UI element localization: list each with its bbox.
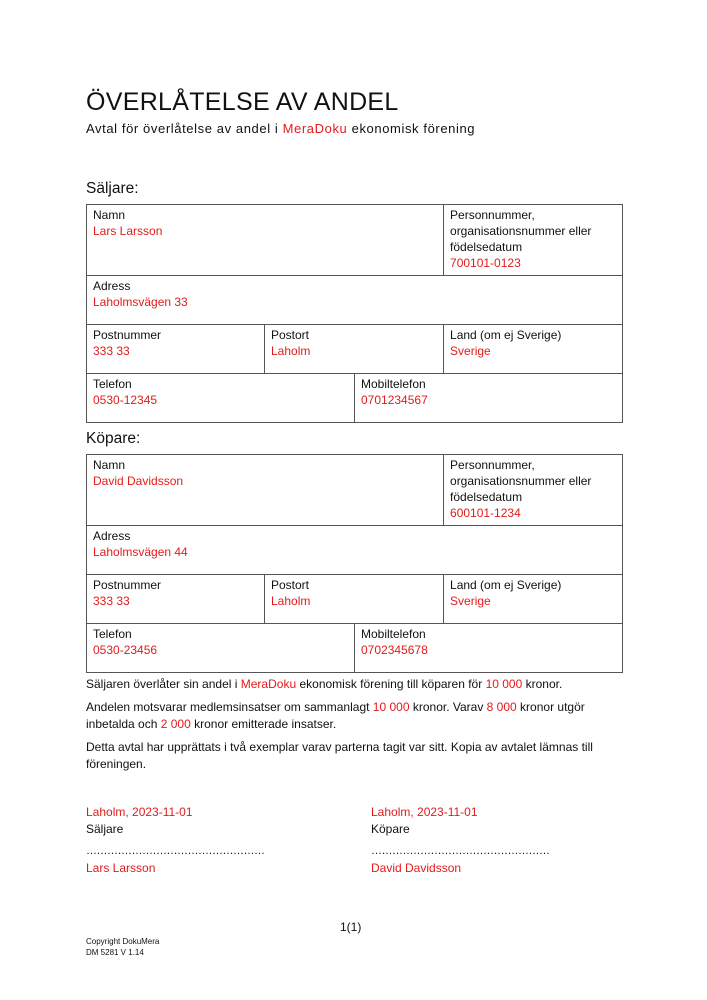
buyer-mobile-value: 0702345678 bbox=[361, 643, 428, 657]
terms-paid: 8 000 bbox=[486, 700, 517, 714]
seller-id-cell bbox=[444, 205, 623, 276]
buyer-address-cell bbox=[87, 526, 623, 575]
seller-city-cell bbox=[265, 325, 444, 374]
buyer-city-value: Laholm bbox=[271, 594, 311, 608]
terms-text: kronor utgör inbetalda och bbox=[86, 700, 585, 731]
seller-phone-cell bbox=[87, 374, 355, 423]
page-number: 1(1) bbox=[340, 920, 362, 934]
seller-table bbox=[86, 204, 623, 423]
buyer-mobile-cell bbox=[355, 624, 623, 673]
subtitle-text-pre: Avtal för överlåtelse av andel i bbox=[86, 121, 279, 136]
terms-text: kronor emitterade insatser. bbox=[194, 717, 337, 731]
seller-postcode-value: 333 33 bbox=[93, 344, 130, 358]
terms-association: MeraDoku bbox=[240, 677, 297, 691]
buyer-country-label: Land (om ej Sverige) bbox=[450, 578, 562, 592]
subtitle-text-post: ekonomisk förening bbox=[351, 121, 476, 136]
buyer-address-label: Adress bbox=[93, 529, 131, 543]
seller-country-value: Sverige bbox=[450, 344, 491, 358]
seller-heading: Säljare: bbox=[86, 180, 139, 197]
seller-address-cell bbox=[87, 276, 623, 325]
buyer-city-cell bbox=[265, 575, 444, 624]
seller-name-label: Namn bbox=[93, 208, 126, 222]
buyer-postcode-value: 333 33 bbox=[93, 594, 130, 608]
seller-name-value: Lars Larsson bbox=[93, 224, 163, 238]
buyer-heading: Köpare: bbox=[86, 430, 141, 447]
footer-copyright: Copyright DokuMera bbox=[86, 937, 160, 946]
buyer-id-value: 600101-1234 bbox=[450, 506, 521, 520]
seller-city-value: Laholm bbox=[271, 344, 311, 358]
buyer-city-label: Postort bbox=[271, 578, 310, 592]
document-subtitle bbox=[86, 121, 475, 136]
buyer-phone-label: Telefon bbox=[93, 627, 132, 641]
seller-phone-value: 0530-12345 bbox=[93, 393, 158, 407]
buyer-table bbox=[86, 454, 623, 673]
buyer-printed-name: David Davidsson bbox=[371, 861, 462, 875]
buyer-country-cell bbox=[444, 575, 623, 624]
footer-doc-id: DM 5281 V 1.14 bbox=[86, 948, 144, 957]
buyer-address-value: Laholmsvägen 44 bbox=[93, 545, 188, 559]
seller-place-date: Laholm, 2023-11-01 bbox=[86, 805, 193, 819]
subtitle-association: MeraDoku bbox=[282, 121, 348, 136]
seller-signature-block bbox=[86, 804, 265, 877]
seller-mobile-label: Mobiltelefon bbox=[361, 377, 426, 391]
seller-phone-label: Telefon bbox=[93, 377, 132, 391]
terms-total: 10 000 bbox=[372, 700, 410, 714]
document-title: ÖVERLÅTELSE AV ANDEL bbox=[86, 88, 399, 116]
terms-paragraph-shares bbox=[86, 699, 622, 733]
buyer-postcode-cell bbox=[87, 575, 265, 624]
buyer-country-value: Sverige bbox=[450, 594, 491, 608]
seller-mobile-value: 0701234567 bbox=[361, 393, 428, 407]
seller-postcode-cell bbox=[87, 325, 265, 374]
buyer-name-value: David Davidsson bbox=[93, 474, 184, 488]
buyer-postcode-label: Postnummer bbox=[93, 578, 162, 592]
terms-text: Säljaren överlåter sin andel i bbox=[86, 677, 238, 691]
buyer-role: Köpare bbox=[371, 822, 410, 836]
buyer-name-label: Namn bbox=[93, 458, 126, 472]
terms-price: 10 000 bbox=[485, 677, 523, 691]
seller-address-label: Adress bbox=[93, 279, 131, 293]
buyer-id-cell bbox=[444, 455, 623, 526]
terms-text: ekonomisk förening till köparen för bbox=[299, 677, 483, 691]
seller-country-cell bbox=[444, 325, 623, 374]
seller-id-value: 700101-0123 bbox=[450, 256, 521, 270]
seller-address-value: Laholmsvägen 33 bbox=[93, 295, 188, 309]
seller-id-label: Personnummer, organisationsnummer eller födelsedatum bbox=[450, 208, 592, 254]
terms-text: kronor. bbox=[525, 677, 563, 691]
buyer-signature-line: …………………………………………… bbox=[371, 845, 550, 857]
buyer-phone-cell bbox=[87, 624, 355, 673]
terms-text: Andelen motsvarar medlemsinsatser om sammanlagt bbox=[86, 700, 370, 714]
seller-signature-line: …………………………………………… bbox=[86, 845, 265, 857]
buyer-name-cell bbox=[87, 455, 444, 526]
buyer-place-date: Laholm, 2023-11-01 bbox=[371, 805, 478, 819]
buyer-id-label: Personnummer, organisationsnummer eller födelsedatum bbox=[450, 458, 592, 504]
seller-role: Säljare bbox=[86, 822, 124, 836]
seller-mobile-cell bbox=[355, 374, 623, 423]
seller-postcode-label: Postnummer bbox=[93, 328, 162, 342]
buyer-signature-block bbox=[371, 804, 550, 877]
seller-printed-name: Lars Larsson bbox=[86, 861, 156, 875]
terms-paragraph-transfer bbox=[86, 676, 622, 693]
seller-country-label: Land (om ej Sverige) bbox=[450, 328, 562, 342]
buyer-phone-value: 0530-23456 bbox=[93, 643, 158, 657]
terms-text: kronor. Varav bbox=[412, 700, 484, 714]
buyer-mobile-label: Mobiltelefon bbox=[361, 627, 426, 641]
terms-paragraph-copies: Detta avtal har upprättats i två exemplar varav parterna tagit var sitt. Kopia av avtalet lämnas till föreningen. bbox=[86, 740, 593, 771]
seller-city-label: Postort bbox=[271, 328, 310, 342]
footer bbox=[86, 936, 159, 958]
terms-issued: 2 000 bbox=[160, 717, 191, 731]
seller-name-cell bbox=[87, 205, 444, 276]
